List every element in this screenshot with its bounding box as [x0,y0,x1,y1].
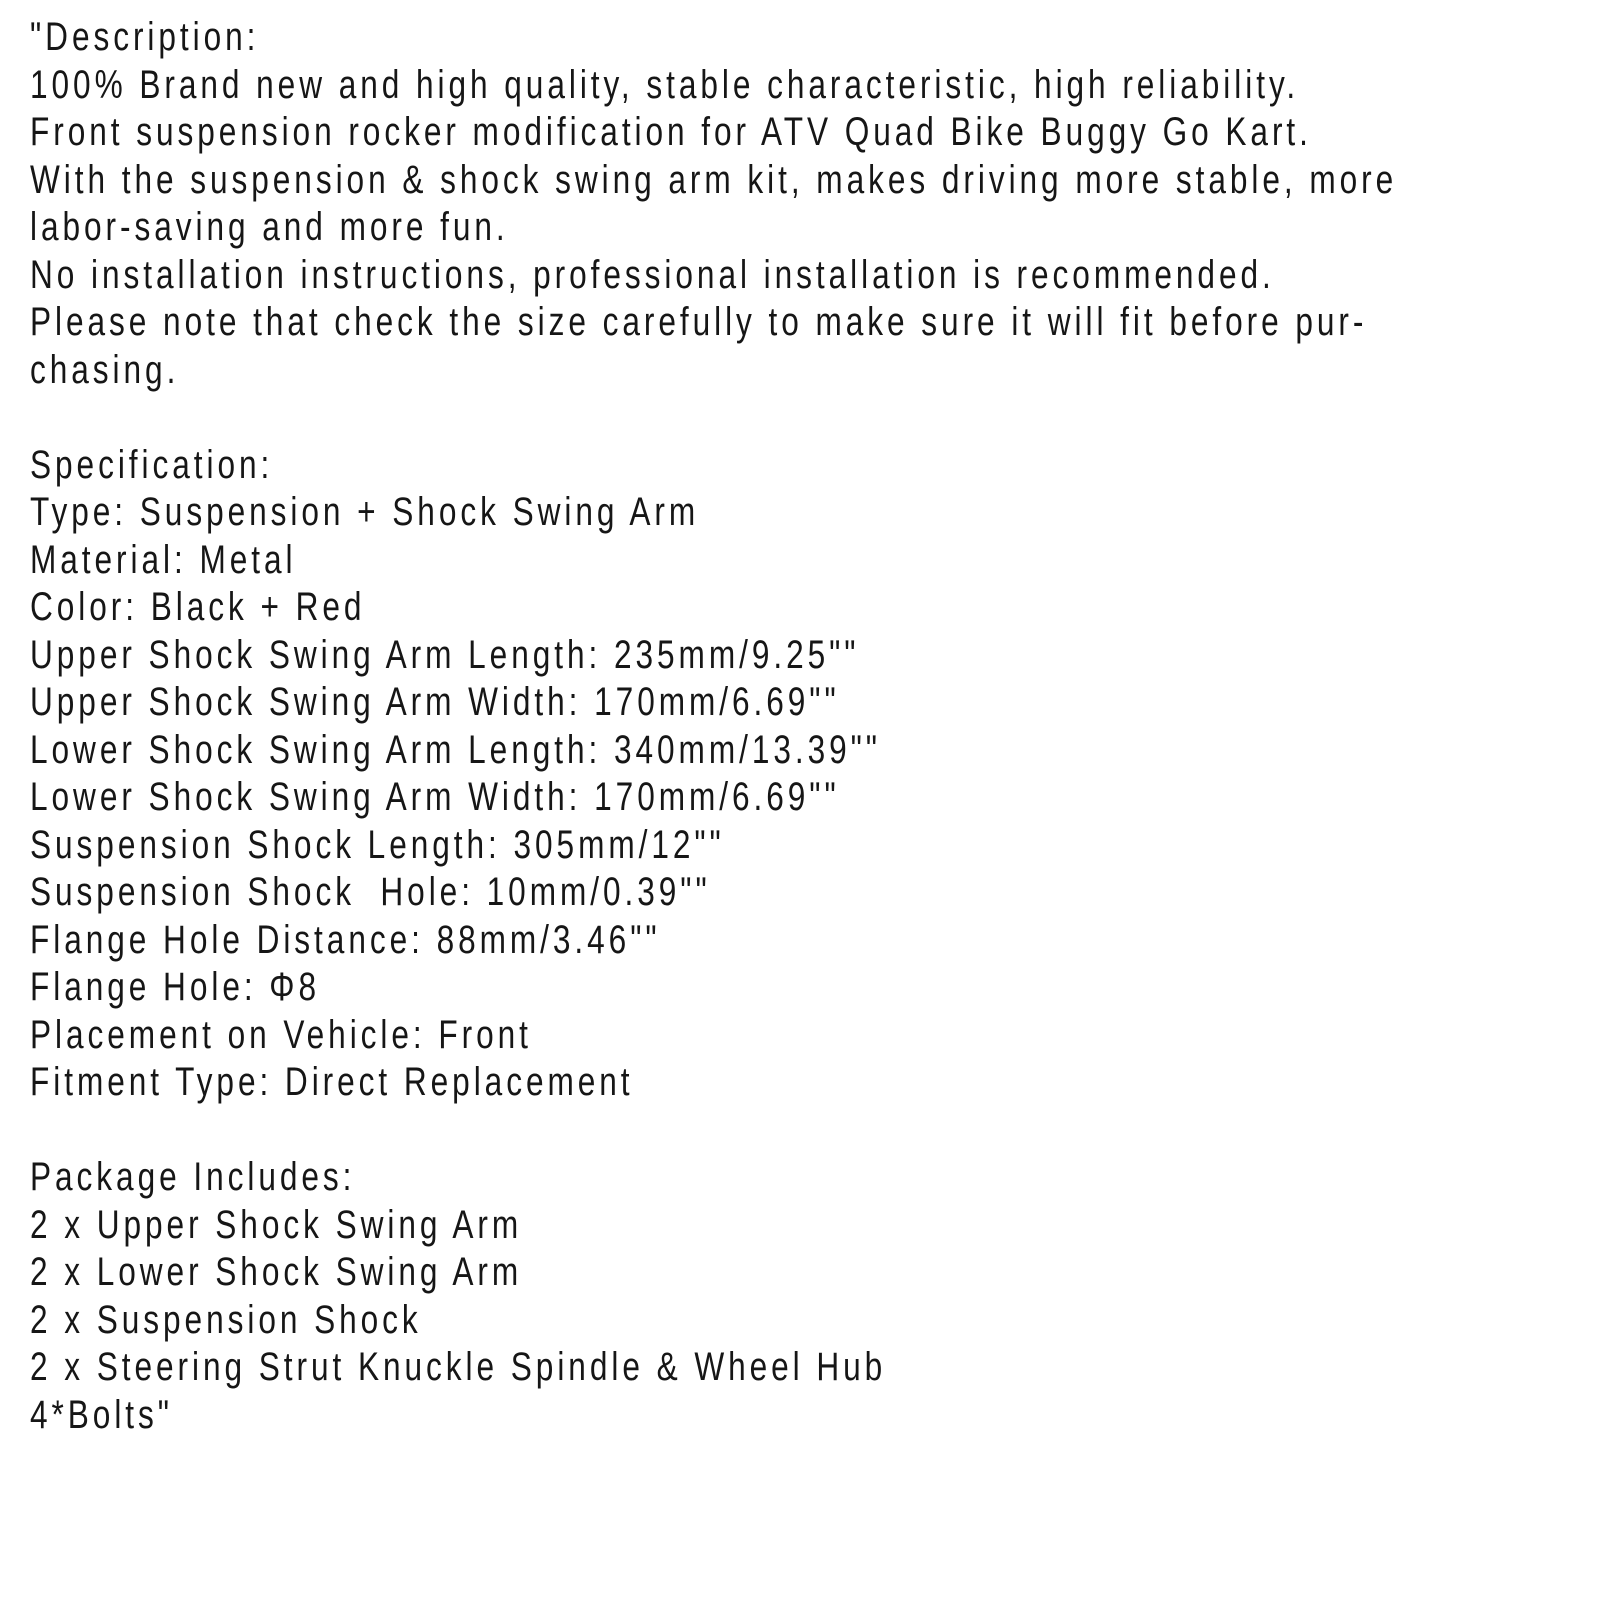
spec-flange-hole-line: Flange Hole: Φ8 [30,965,320,1009]
specification-section [30,442,1590,1107]
package-heading-line: Package Includes: [30,1155,356,1199]
package-item-line: 2 x Upper Shock Swing Arm [30,1202,523,1247]
spec-upper-arm-width-line: Upper Shock Swing Arm Width: 170mm/6.69"" [30,680,840,724]
spec-fitment-line: Fitment Type: Direct Replacement [30,1060,634,1104]
spec-shock-length-line: Suspension Shock Length: 305mm/12"" [30,822,725,867]
description-text-line: labor-saving and more fun. [30,205,509,249]
spec-placement-line: Placement on Vehicle: Front [30,1012,532,1057]
package-item-line: 4*Bolts" [30,1392,173,1437]
spec-lower-arm-length-line: Lower Shock Swing Arm Length: 340mm/13.39"" [30,727,881,772]
description-heading-line: "Description: [30,15,260,59]
description-text-line: Please note that check the size carefully to make sure it will fit before pur- [30,300,1368,344]
spec-material-line: Material: Metal [30,537,297,582]
spec-flange-hole-distance-line: Flange Hole Distance: 88mm/3.46"" [30,917,661,962]
description-text-line: chasing. [30,347,180,392]
description-text-line: 100% Brand new and high quality, stable characteristic, high reliability. [30,62,1300,107]
description-section [30,14,1590,394]
package-item-line: 2 x Suspension Shock [30,1297,422,1342]
description-text-line: With the suspension & shock swing arm kit, makes driving more stable, more [30,157,1398,202]
description-text-line: Front suspension rocker modification for ATV Quad Bike Buggy Go Kart. [30,110,1312,154]
specification-heading-line: Specification: [30,442,274,487]
spec-upper-arm-length-line: Upper Shock Swing Arm Length: 235mm/9.25"" [30,632,860,677]
package-item-line: 2 x Steering Strut Knuckle Spindle & Wheel Hub [30,1345,887,1389]
description-text-line: No installation instructions, professional installation is recommended. [30,252,1275,297]
spec-lower-arm-width-line: Lower Shock Swing Arm Width: 170mm/6.69"" [30,775,840,819]
package-includes-section [30,1154,1590,1439]
spec-type-line: Type: Suspension + Shock Swing Arm [30,490,700,534]
spec-shock-hole-line: Suspension Shock Hole: 10mm/0.39"" [30,870,711,914]
package-item-line: 2 x Lower Shock Swing Arm [30,1250,523,1294]
spec-color-line: Color: Black + Red [30,585,366,629]
